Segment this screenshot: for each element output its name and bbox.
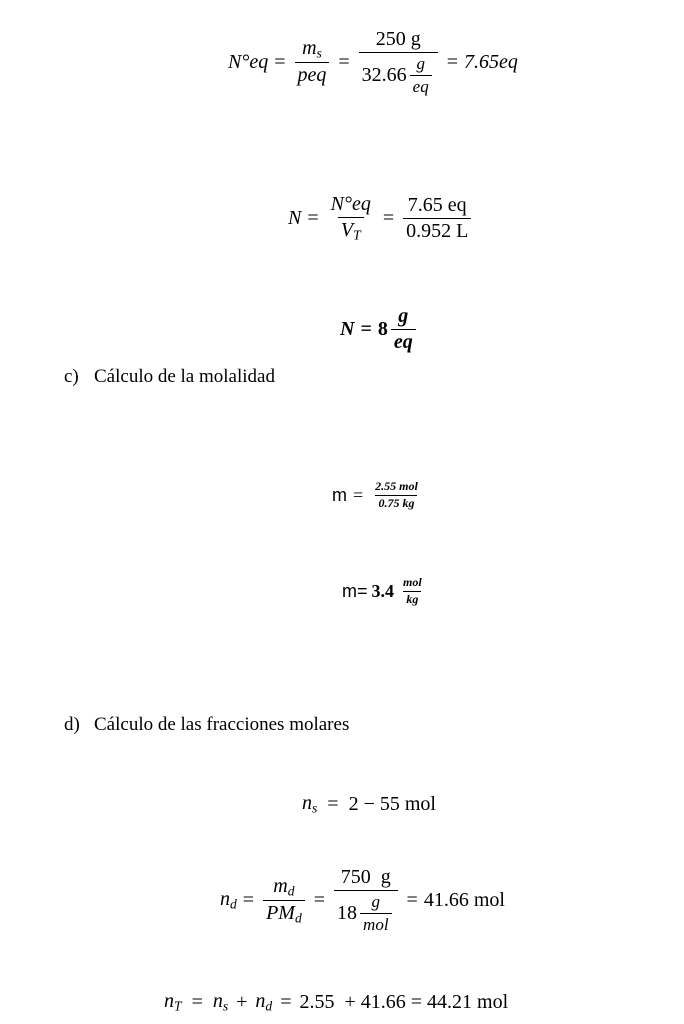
equation-normality bbox=[288, 193, 474, 243]
equation-moles-solvent bbox=[220, 866, 505, 934]
eq3-unit-den: eq bbox=[391, 329, 416, 354]
section-c-label: c) bbox=[64, 366, 79, 387]
equals-sign: = bbox=[327, 792, 339, 815]
eq3-lhs: N bbox=[340, 318, 355, 340]
eq1-lhs: N°eq bbox=[228, 50, 269, 73]
eq1-num2: 250 g bbox=[375, 28, 421, 50]
eq1-den1: peq bbox=[295, 62, 330, 87]
eq5-value: 3.4 bbox=[371, 580, 395, 601]
equation-moles-solute bbox=[302, 792, 436, 816]
eq2-lhs: N bbox=[288, 206, 302, 229]
eq1-den2-den: eq bbox=[410, 75, 432, 97]
equals-sign: = bbox=[307, 206, 319, 229]
fraction-2-55mol-over-0-75kg bbox=[372, 480, 421, 511]
eq4-lhs: m bbox=[332, 484, 347, 505]
fraction-g-over-eq bbox=[391, 305, 416, 354]
eq2-den1: V bbox=[340, 219, 354, 241]
eq1-result: 7.65eq bbox=[464, 50, 518, 73]
eq4-den: 0.75 kg bbox=[375, 495, 417, 511]
fraction-750g-over-18 bbox=[334, 866, 398, 934]
section-d-label: d) bbox=[64, 714, 80, 735]
fraction-7-65-over-0-952 bbox=[403, 194, 471, 243]
eq5-unit-den: kg bbox=[403, 591, 421, 607]
equals-sign: = bbox=[446, 50, 458, 73]
eq4-num: 2.55 mol bbox=[375, 479, 418, 493]
section-heading-d bbox=[64, 714, 349, 736]
fraction-g-over-mol bbox=[360, 892, 392, 934]
equals-sign: = bbox=[353, 484, 364, 505]
equation-equivalents bbox=[228, 28, 518, 96]
section-d-title: Cálculo de las fracciones molares bbox=[94, 714, 350, 735]
equals-sign: = bbox=[360, 318, 372, 340]
eq7-lhs: $n_d$ bbox=[220, 887, 237, 912]
equals-sign: = bbox=[191, 990, 203, 1013]
equation-total-moles bbox=[164, 990, 508, 1014]
equation-molality bbox=[332, 480, 424, 511]
equals-sign: = bbox=[313, 888, 326, 911]
eq7-num1: m bbox=[273, 874, 288, 897]
fraction-mass-over-peq bbox=[295, 37, 330, 87]
equals-sign: = bbox=[280, 990, 292, 1013]
equation-molality-result bbox=[342, 576, 428, 607]
fraction-md-over-pmd: $\frac{m_d}{PM_d}$ bbox=[263, 875, 305, 926]
fraction-mol-over-kg bbox=[400, 576, 425, 607]
eq7-den2-den: mol bbox=[360, 913, 392, 935]
section-c-title: Cálculo de la molalidad bbox=[94, 366, 275, 387]
fraction-250g-over-32-66 bbox=[359, 28, 438, 96]
eq1-den2-coef: 32.66 bbox=[361, 63, 407, 86]
equals-sign: = bbox=[382, 206, 395, 229]
equation-normality-result bbox=[340, 305, 419, 354]
eq6-lhs: $n_s$ bbox=[302, 792, 318, 816]
equals-sign: = bbox=[406, 888, 418, 911]
eq8-term1: $n_s$ bbox=[212, 990, 229, 1014]
eq7-den1: PM bbox=[266, 901, 295, 924]
eq8-rhs: 2.55 + 41.66 = 44.21 mol bbox=[299, 990, 509, 1013]
equals-sign: = bbox=[242, 888, 255, 911]
eq2-den1-sub: T bbox=[353, 227, 361, 243]
eq3-unit-num: g bbox=[398, 305, 409, 327]
eq6-rhs: 2 − 55 mol bbox=[348, 792, 436, 815]
equals-sign: = bbox=[338, 50, 350, 73]
eq7-den2-num: g bbox=[371, 892, 381, 911]
eq7-den2-coef: 18 bbox=[337, 901, 358, 924]
eq2-den2: 0.952 L bbox=[403, 218, 471, 243]
eq5-lhs: m= bbox=[342, 580, 368, 601]
fraction-g-over-eq bbox=[410, 54, 432, 96]
eq3-value: 8 bbox=[377, 318, 388, 340]
eq1-num1: m bbox=[302, 37, 317, 60]
eq7-num2: 750 g bbox=[340, 866, 391, 888]
eq1-den2-num: g bbox=[416, 54, 425, 73]
eq2-num2: 7.65 eq bbox=[407, 193, 467, 216]
eq7-result: 41.66 mol bbox=[423, 888, 505, 911]
eq5-unit-num: mol bbox=[403, 575, 422, 589]
eq1-num1-sub: s bbox=[316, 45, 322, 61]
eq8-term2: $n_d$ bbox=[255, 990, 273, 1014]
eq2-num1: N°eq bbox=[330, 193, 371, 215]
section-heading-c bbox=[64, 366, 275, 388]
fraction-neq-over-vt bbox=[328, 193, 374, 243]
eq8-lhs: $n_T$ bbox=[164, 990, 182, 1014]
equals-sign: = bbox=[274, 50, 286, 73]
plus-sign: + bbox=[236, 990, 248, 1013]
